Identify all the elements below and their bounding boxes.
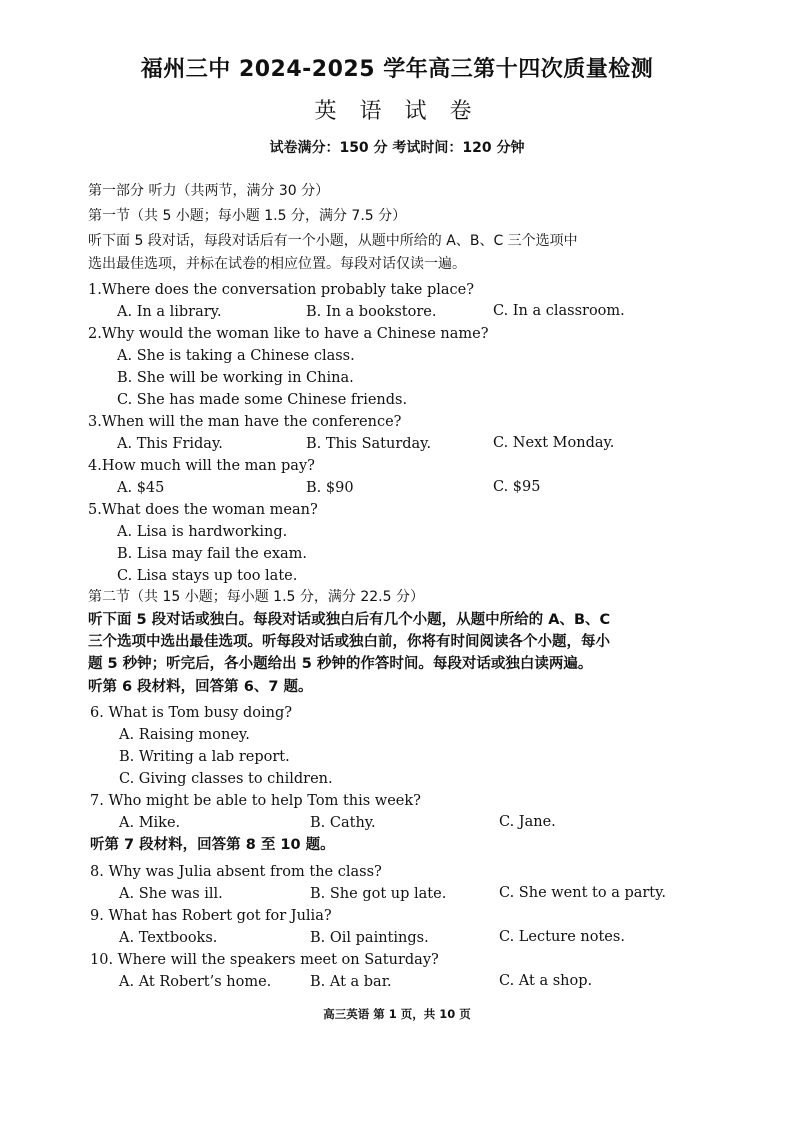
exam-subtitle: 英 语 试 卷 (314, 99, 480, 124)
q10-option-b: B. At a bar. (310, 974, 392, 990)
q8-option-b: B. She got up late. (310, 886, 447, 902)
question-5: 5.What does the woman mean? (88, 502, 318, 518)
section1-instruction-2: 选出最佳选项，并标在试卷的相应位置。每段对话仅读一遍。 (88, 256, 466, 272)
section2-instruction-1: 听下面 5 段对话或独白。每段对话或独白后有几个小题，从题中所给的 A、B、C (88, 612, 611, 628)
q1-option-b: B. In a bookstore. (306, 304, 437, 320)
q9-option-a: A. Textbooks. (119, 930, 218, 946)
question-7: 7. Who might be able to help Tom this week? (90, 793, 421, 809)
q2-option-c: C. She has made some Chinese friends. (117, 392, 408, 408)
material-6-instruction: 听第 6 段材料，回答第 6、7 题。 (88, 679, 313, 695)
section2-instruction-2: 三个选项中选出最佳选项。听每段对话或独白前，你将有时间阅读各个小题，每小 (88, 634, 610, 650)
question-6: 6. What is Tom busy doing? (90, 705, 292, 721)
q3-option-a: A. This Friday. (117, 436, 223, 452)
section2-heading: 第二节（共 15 小题；每小题 1.5 分，满分 22.5 分） (88, 589, 424, 605)
question-8: 8. Why was Julia absent from the class? (90, 864, 382, 880)
page-footer: 高三英语 第 1 页，共 10 页 (323, 1007, 471, 1021)
q9-option-b: B. Oil paintings. (310, 930, 429, 946)
q5-option-c: C. Lisa stays up too late. (117, 568, 298, 584)
q7-option-b: B. Cathy. (310, 815, 376, 831)
material-7-instruction: 听第 7 段材料，回答第 8 至 10 题。 (90, 837, 335, 853)
section1-instruction-1: 听下面 5 段对话，每段对话后有一个小题，从题中所给的 A、B、C 三个选项中 (88, 233, 578, 249)
q3-option-b: B. This Saturday. (306, 436, 432, 452)
q5-option-b: B. Lisa may fail the exam. (117, 546, 308, 562)
q10-option-a: A. At Robert’s home. (119, 974, 272, 990)
q4-option-c: C. $95 (493, 479, 541, 495)
q3-option-c: C. Next Monday. (493, 435, 615, 451)
question-3: 3.When will the man have the conference? (88, 414, 402, 430)
question-1: 1.Where does the conversation probably take place? (88, 282, 474, 298)
q5-option-a: A. Lisa is hardworking. (117, 524, 288, 540)
q6-option-a: A. Raising money. (119, 727, 250, 743)
q4-option-a: A. $45 (117, 480, 165, 496)
q1-option-a: A. In a library. (117, 304, 222, 320)
q1-option-c: C. In a classroom. (493, 303, 625, 319)
q8-option-a: A. She was ill. (119, 886, 223, 902)
question-10: 10. Where will the speakers meet on Saturday? (90, 952, 439, 968)
q10-option-c: C. At a shop. (499, 973, 593, 989)
q2-option-a: A. She is taking a Chinese class. (117, 348, 355, 364)
q6-option-c: C. Giving classes to children. (119, 771, 333, 787)
section1-heading: 第一节（共 5 小题；每小题 1.5 分，满分 7.5 分） (88, 208, 407, 224)
q9-option-c: C. Lecture notes. (499, 929, 625, 945)
question-9: 9. What has Robert got for Julia? (90, 908, 332, 924)
question-2: 2.Why would the woman like to have a Chinese name? (88, 326, 489, 342)
question-4: 4.How much will the man pay? (88, 458, 315, 474)
q7-option-a: A. Mike. (119, 815, 181, 831)
q6-option-b: B. Writing a lab report. (119, 749, 290, 765)
q2-option-b: B. She will be working in China. (117, 370, 354, 386)
q4-option-b: B. $90 (306, 480, 354, 496)
section2-instruction-3: 题 5 秒钟；听完后，各小题给出 5 秒钟的作答时间。每段对话或独白读两遍。 (88, 656, 593, 672)
q7-option-c: C. Jane. (499, 814, 556, 830)
q8-option-c: C. She went to a party. (499, 885, 667, 901)
part1-heading: 第一部分 听力（共两节，满分 30 分） (88, 183, 330, 199)
score-info: 试卷满分：150 分 考试时间：120 分钟 (269, 140, 525, 156)
exam-title: 福州三中 2024-2025 学年高三第十四次质量检测 (140, 57, 654, 82)
